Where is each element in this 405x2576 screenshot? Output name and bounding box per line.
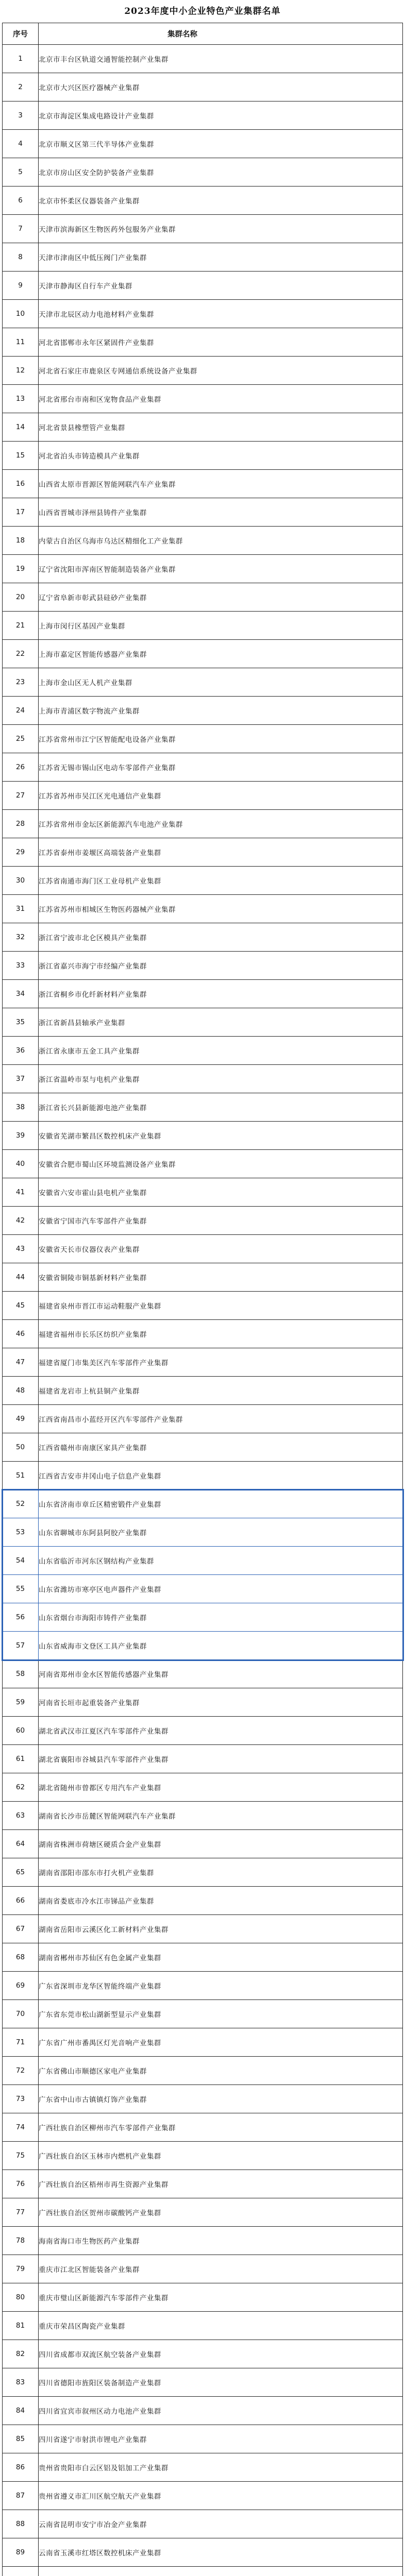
row-number: 51 [3,1462,39,1490]
table-row [3,272,403,300]
header-number: 序号 [3,23,39,45]
table-row [3,895,403,923]
row-cluster-name: 福建省福州市长乐区纺织产业集群 [39,1320,403,1348]
table-row [3,697,403,725]
table-row [3,1773,403,1802]
table-row [3,1235,403,1263]
row-number: 34 [3,980,39,1008]
table-row [3,73,403,101]
row-cluster-name: 山东省威海市文登区工具产业集群 [39,1632,403,1660]
row-cluster-name: 贵州省遵义市汇川区航空航天产业集群 [39,2482,403,2510]
row-cluster-name: 江苏省南通市海门区工业母机产业集群 [39,867,403,895]
row-number: 30 [3,867,39,895]
row-cluster-name: 河南省长垣市起重装备产业集群 [39,1688,403,1717]
row-number: 72 [3,2057,39,2085]
table-row [3,300,403,328]
row-number: 87 [3,2482,39,2510]
row-cluster-name: 重庆市荣昌区陶瓷产业集群 [39,2312,403,2340]
row-number: 32 [3,923,39,952]
row-cluster-name: 福建省厦门市集美区汽车零部件产业集群 [39,1348,403,1377]
table-row [3,1037,403,1065]
table-row [3,2312,403,2340]
row-cluster-name: 广东省佛山市顺德区家电产业集群 [39,2057,403,2085]
table-row [3,2170,403,2198]
table-row [3,1603,403,1632]
row-number: 71 [3,2028,39,2057]
row-number: 82 [3,2340,39,2368]
row-number: 89 [3,2538,39,2567]
row-number: 26 [3,753,39,782]
row-cluster-name: 天津市滨海新区生物医药外包服务产业集群 [39,215,403,243]
row-cluster-name: 浙江省永康市五金工具产业集群 [39,1037,403,1065]
row-cluster-name: 江苏省泰州市姜堰区高端装备产业集群 [39,838,403,867]
table-row [3,668,403,697]
row-number: 10 [3,300,39,328]
table-row [3,1830,403,1858]
table-row [3,2255,403,2283]
row-number: 73 [3,2085,39,2113]
row-number: 69 [3,1972,39,2000]
row-cluster-name: 福建省龙岩市上杭县铜产业集群 [39,1377,403,1405]
row-number: 5 [3,158,39,187]
row-cluster-name: 上海市青浦区数字物流产业集群 [39,697,403,725]
row-cluster-name: 湖南省岳阳市云溪区化工新材料产业集群 [39,1915,403,1943]
table-row [3,2340,403,2368]
row-number: 81 [3,2312,39,2340]
row-number: 2 [3,73,39,101]
row-cluster-name: 北京市房山区安全防护装备产业集群 [39,158,403,187]
row-number: 3 [3,101,39,130]
row-cluster-name: 安徽省铜陵市铜基新材料产业集群 [39,1263,403,1292]
table-row [3,2000,403,2028]
table-row [3,187,403,215]
row-number: 68 [3,1943,39,1972]
table-row [3,2567,403,2576]
row-cluster-name: 北京市丰台区轨道交通智能控制产业集群 [39,45,403,73]
row-number: 12 [3,357,39,385]
table-row [3,2510,403,2538]
table-row [3,45,403,73]
row-number: 70 [3,2000,39,2028]
table-row [3,980,403,1008]
row-cluster-name: 四川省遂宁市射洪市锂电产业集群 [39,2425,403,2453]
row-cluster-name: 浙江省新昌县轴承产业集群 [39,1008,403,1037]
row-cluster-name: 北京市顺义区第三代半导体产业集群 [39,130,403,158]
row-cluster-name: 广东省深圳市龙华区智能终端产业集群 [39,1972,403,2000]
table-row [3,1178,403,1207]
table-row [3,1972,403,2000]
row-number: 25 [3,725,39,753]
row-cluster-name: 天津市津南区中低压阀门产业集群 [39,243,403,272]
row-cluster-name: 辽宁省沈阳市浑南区智能制造装备产业集群 [39,555,403,583]
table-row [3,385,403,413]
table-row [3,1575,403,1603]
row-number: 14 [3,413,39,442]
table-body [3,45,403,2576]
row-number: 9 [3,272,39,300]
table-row [3,1150,403,1178]
row-cluster-name: 广东省广州市番禺区灯光音响产业集群 [39,2028,403,2057]
row-number: 47 [3,1348,39,1377]
table-row [3,1745,403,1773]
table-row [3,527,403,555]
header-cluster-name: 集群名称 [39,23,403,45]
row-number: 15 [3,442,39,470]
row-cluster-name: 广西壮族自治区玉林市内燃机产业集群 [39,2142,403,2170]
row-number: 41 [3,1178,39,1207]
row-cluster-name: 安徽省宁国市汽车零部件产业集群 [39,1207,403,1235]
row-number: 11 [3,328,39,357]
row-number: 79 [3,2255,39,2283]
table-row [3,725,403,753]
row-cluster-name: 北京市海淀区集成电路设计产业集群 [39,101,403,130]
row-number: 7 [3,215,39,243]
row-cluster-name: 江苏省常州市金坛区新能源汽车电池产业集群 [39,810,403,838]
table-row [3,1490,403,1518]
row-number: 23 [3,668,39,697]
table-row [3,1292,403,1320]
table-row [3,2113,403,2142]
row-cluster-name: 广西壮族自治区柳州市汽车零部件产业集群 [39,2113,403,2142]
row-cluster-name: 上海市嘉定区智能传感器产业集群 [39,640,403,668]
table-row [3,810,403,838]
row-cluster-name: 天津市静海区自行车产业集群 [39,272,403,300]
table-row [3,1547,403,1575]
table-row [3,2227,403,2255]
row-number: 83 [3,2368,39,2397]
row-number: 85 [3,2425,39,2453]
table-row [3,243,403,272]
row-number: 66 [3,1887,39,1915]
row-cluster-name: 江西省赣州市南康区家具产业集群 [39,1433,403,1462]
row-cluster-name: 重庆市江北区智能装备产业集群 [39,2255,403,2283]
table-row [3,2397,403,2425]
table-row [3,2425,403,2453]
row-cluster-name: 江苏省常州市江宁区智能配电设备产业集群 [39,725,403,753]
table-row [3,952,403,980]
row-cluster-name: 广西壮族自治区贺州市碳酸钙产业集群 [39,2198,403,2227]
row-cluster-name [39,2567,403,2576]
row-cluster-name: 浙江省温岭市泵与电机产业集群 [39,1065,403,1093]
row-cluster-name: 浙江省桐乡市化纤新材料产业集群 [39,980,403,1008]
table-row [3,1802,403,1830]
row-number: 52 [3,1490,39,1518]
table-row [3,2368,403,2397]
row-cluster-name: 浙江省长兴县新能源电池产业集群 [39,1093,403,1122]
row-cluster-name: 安徽省芜湖市繁昌区数控机床产业集群 [39,1122,403,1150]
row-number: 59 [3,1688,39,1717]
table-row [3,2028,403,2057]
row-number: 78 [3,2227,39,2255]
table-row [3,1717,403,1745]
table-row [3,2482,403,2510]
row-cluster-name: 山东省济南市章丘区精密锻件产业集群 [39,1490,403,1518]
row-number: 35 [3,1008,39,1037]
row-cluster-name: 山西省晋城市泽州县铸件产业集群 [39,498,403,527]
row-number: 84 [3,2397,39,2425]
row-number: 18 [3,527,39,555]
table-row [3,2283,403,2312]
row-cluster-name: 山东省聊城市东阿县阿胶产业集群 [39,1518,403,1547]
table-row [3,1632,403,1660]
row-cluster-name: 北京市大兴区医疗器械产业集群 [39,73,403,101]
row-number: 75 [3,2142,39,2170]
row-cluster-name: 上海市金山区无人机产业集群 [39,668,403,697]
row-cluster-name: 山东省潍坊市寒亭区电声器件产业集群 [39,1575,403,1603]
row-cluster-name: 云南省玉溪市红塔区数控机床产业集群 [39,2538,403,2567]
table-row [3,583,403,612]
row-cluster-name: 四川省宜宾市叙州区动力电池产业集群 [39,2397,403,2425]
table-row [3,357,403,385]
row-number: 65 [3,1858,39,1887]
table-row [3,158,403,187]
row-number: 28 [3,810,39,838]
table-row [3,1858,403,1887]
row-number: 42 [3,1207,39,1235]
table-row [3,442,403,470]
table-row [3,1320,403,1348]
row-cluster-name: 湖南省郴州市苏仙区有色金属产业集群 [39,1943,403,1972]
row-cluster-name: 浙江省嘉兴市海宁市经编产业集群 [39,952,403,980]
table-row [3,1377,403,1405]
row-number [3,2567,39,2576]
table-row [3,1660,403,1688]
row-number: 56 [3,1603,39,1632]
table-row [3,782,403,810]
row-cluster-name: 广东省东莞市松山湖新型显示产业集群 [39,2000,403,2028]
row-number: 20 [3,583,39,612]
table-row [3,1008,403,1037]
row-number: 62 [3,1773,39,1802]
row-number: 27 [3,782,39,810]
row-number: 86 [3,2453,39,2482]
table-row [3,612,403,640]
row-cluster-name: 四川省成都市双流区航空装备产业集群 [39,2340,403,2368]
row-number: 53 [3,1518,39,1547]
row-number: 57 [3,1632,39,1660]
table-row [3,101,403,130]
page-title: 2023年度中小企业特色产业集群名单 [124,6,281,16]
row-cluster-name: 广西壮族自治区梧州市再生资源产业集群 [39,2170,403,2198]
row-number: 49 [3,1405,39,1433]
row-cluster-name: 湖南省娄底市冷水江市锑品产业集群 [39,1887,403,1915]
row-number: 21 [3,612,39,640]
row-cluster-name: 安徽省六安市霍山县电机产业集群 [39,1178,403,1207]
table-row [3,2198,403,2227]
table-row [3,2057,403,2085]
table-row [3,1518,403,1547]
row-cluster-name: 河北省石家庄市鹿泉区专网通信系统设备产业集群 [39,357,403,385]
row-number: 44 [3,1263,39,1292]
row-cluster-name: 湖南省邵阳市邵东市打火机产业集群 [39,1858,403,1887]
row-number: 88 [3,2510,39,2538]
row-cluster-name: 江苏省苏州市相城区生物医药器械产业集群 [39,895,403,923]
table-row [3,1887,403,1915]
row-number: 8 [3,243,39,272]
table-row [3,1462,403,1490]
row-cluster-name: 天津市北辰区动力电池材料产业集群 [39,300,403,328]
row-number: 77 [3,2198,39,2227]
table-row [3,2142,403,2170]
row-cluster-name: 上海市闵行区基因产业集群 [39,612,403,640]
row-number: 76 [3,2170,39,2198]
row-cluster-name: 河北省景县橡塑管产业集群 [39,413,403,442]
table-row [3,1943,403,1972]
table-row [3,1688,403,1717]
row-number: 54 [3,1547,39,1575]
table-row [3,1348,403,1377]
table-header-row [3,23,403,45]
table-row [3,867,403,895]
table-row [3,328,403,357]
table-row [3,2538,403,2567]
row-number: 61 [3,1745,39,1773]
table-row [3,498,403,527]
row-number: 80 [3,2283,39,2312]
cluster-table [2,23,403,2576]
table-row [3,130,403,158]
row-number: 17 [3,498,39,527]
row-cluster-name: 内蒙古自治区乌海市乌达区精细化工产业集群 [39,527,403,555]
table-row [3,640,403,668]
row-cluster-name: 广东省中山市古镇镇灯饰产业集群 [39,2085,403,2113]
row-number: 24 [3,697,39,725]
table-row [3,1207,403,1235]
row-cluster-name: 福建省泉州市晋江市运动鞋服产业集群 [39,1292,403,1320]
row-cluster-name: 山东省烟台市海阳市铸件产业集群 [39,1603,403,1632]
table-row [3,1405,403,1433]
row-number: 36 [3,1037,39,1065]
row-cluster-name: 贵州省贵阳市白云区铝及铝加工产业集群 [39,2453,403,2482]
row-number: 29 [3,838,39,867]
row-cluster-name: 河北省邯郸市永年区紧固件产业集群 [39,328,403,357]
row-cluster-name: 重庆市璧山区新能源汽车零部件产业集群 [39,2283,403,2312]
row-number: 64 [3,1830,39,1858]
row-number: 13 [3,385,39,413]
row-cluster-name: 湖北省襄阳市谷城县汽车零部件产业集群 [39,1745,403,1773]
row-number: 43 [3,1235,39,1263]
row-cluster-name: 山东省临沂市河东区钢结构产业集群 [39,1547,403,1575]
table-row [3,1433,403,1462]
row-number: 39 [3,1122,39,1150]
table-row [3,1065,403,1093]
row-cluster-name: 江西省南昌市小蓝经开区汽车零部件产业集群 [39,1405,403,1433]
table-row [3,555,403,583]
table-row [3,2085,403,2113]
table-row [3,470,403,498]
row-number: 31 [3,895,39,923]
row-number: 40 [3,1150,39,1178]
table-row [3,1915,403,1943]
row-number: 33 [3,952,39,980]
row-number: 19 [3,555,39,583]
row-number: 55 [3,1575,39,1603]
row-cluster-name: 辽宁省阜新市彰武县硅砂产业集群 [39,583,403,612]
row-cluster-name: 湖南省长沙市岳麓区智能网联汽车产业集群 [39,1802,403,1830]
row-number: 74 [3,2113,39,2142]
row-number: 4 [3,130,39,158]
row-number: 67 [3,1915,39,1943]
row-cluster-name: 江苏省无锡市锡山区电动车零部件产业集群 [39,753,403,782]
table-row [3,753,403,782]
row-cluster-name: 河南省郑州市金水区智能传感器产业集群 [39,1660,403,1688]
row-number: 50 [3,1433,39,1462]
row-cluster-name: 海南省海口市生物医药产业集群 [39,2227,403,2255]
table-row [3,923,403,952]
row-number: 45 [3,1292,39,1320]
table-row [3,215,403,243]
row-cluster-name: 云南省昆明市安宁市冶金产业集群 [39,2510,403,2538]
row-cluster-name: 河北省邢台市南和区宠物食品产业集群 [39,385,403,413]
row-cluster-name: 江苏省苏州市吴江区光电通信产业集群 [39,782,403,810]
row-cluster-name: 四川省德阳市旌阳区装备制造产业集群 [39,2368,403,2397]
row-cluster-name: 安徽省合肥市蜀山区环境监测设备产业集群 [39,1150,403,1178]
row-number: 46 [3,1320,39,1348]
row-number: 22 [3,640,39,668]
row-cluster-name: 山西省太原市晋源区智能网联汽车产业集群 [39,470,403,498]
table-row [3,1093,403,1122]
row-number: 58 [3,1660,39,1688]
table-row [3,1122,403,1150]
row-number: 37 [3,1065,39,1093]
row-number: 63 [3,1802,39,1830]
row-number: 1 [3,45,39,73]
row-number: 48 [3,1377,39,1405]
table-row [3,838,403,867]
table-row [3,2453,403,2482]
row-number: 60 [3,1717,39,1745]
row-number: 38 [3,1093,39,1122]
row-cluster-name: 河北省泊头市铸造模具产业集群 [39,442,403,470]
row-cluster-name: 北京市怀柔区仪器装备产业集群 [39,187,403,215]
row-cluster-name: 浙江省宁波市北仑区模具产业集群 [39,923,403,952]
row-cluster-name: 湖南省株洲市荷塘区硬质合金产业集群 [39,1830,403,1858]
row-cluster-name: 湖北省随州市曾都区专用汽车产业集群 [39,1773,403,1802]
row-number: 6 [3,187,39,215]
row-cluster-name: 湖北省武汉市江夏区汽车零部件产业集群 [39,1717,403,1745]
row-cluster-name: 江西省吉安市井冈山电子信息产业集群 [39,1462,403,1490]
table-row [3,1263,403,1292]
row-cluster-name: 安徽省天长市仪器仪表产业集群 [39,1235,403,1263]
row-number: 16 [3,470,39,498]
table-row [3,413,403,442]
